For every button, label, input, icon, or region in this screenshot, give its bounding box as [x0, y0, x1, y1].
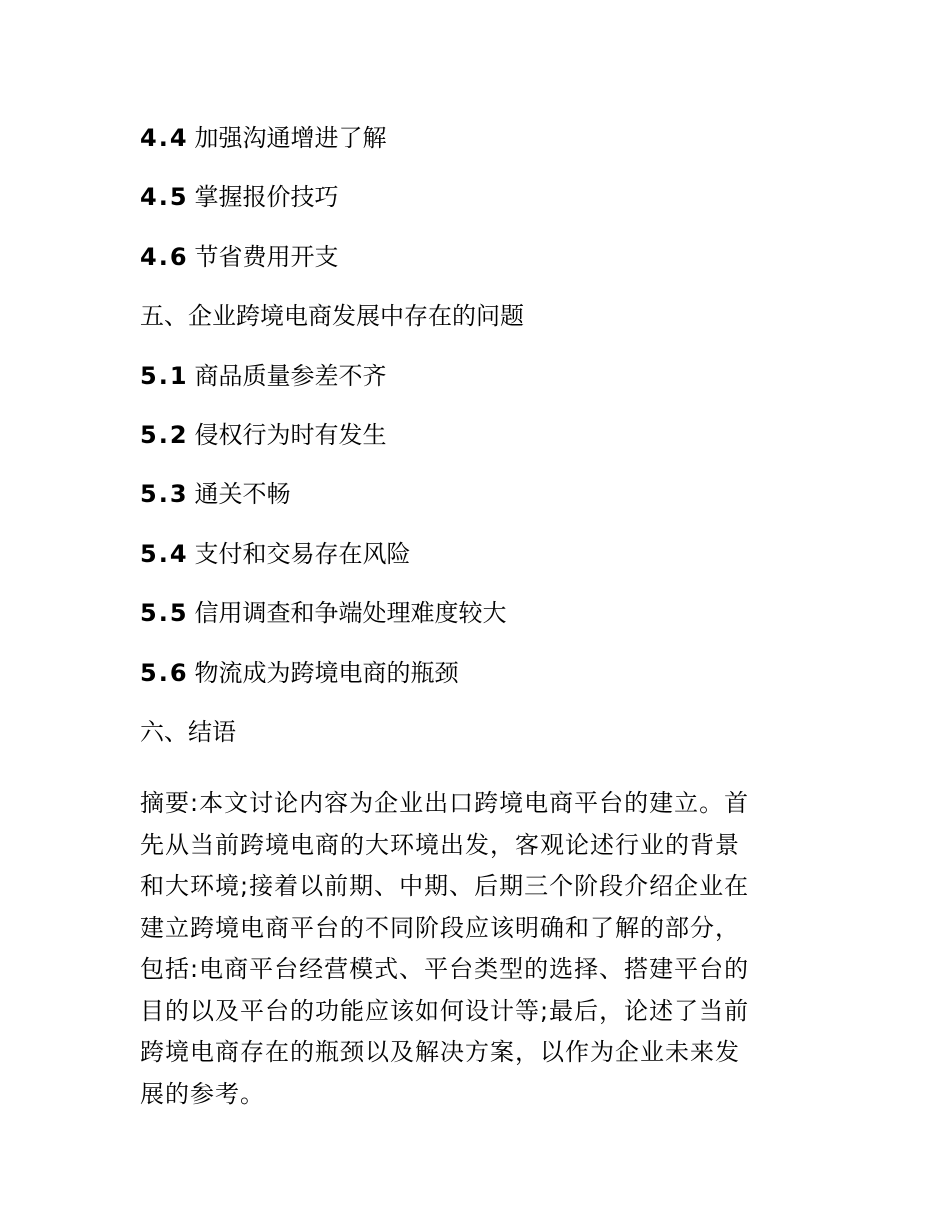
heading-text: 通关不畅 [194, 480, 291, 509]
heading-number: 5.4 [140, 539, 189, 568]
heading-number: 5.5 [140, 599, 189, 628]
heading-number: 5.6 [140, 658, 189, 687]
abstract-line: 目的以及平台的功能应该如何设计等;最后，论述了当前 [140, 996, 750, 1025]
heading-number: 5.3 [140, 480, 189, 509]
heading-number: 4.5 [140, 183, 189, 212]
abstract-line: 包括:电商平台经营模式、平台类型的选择、搭建平台的 [140, 955, 750, 984]
heading-text: 节省费用开支 [194, 242, 339, 271]
document-page [140, 116, 810, 1115]
heading-5-5 [140, 591, 810, 650]
heading-text: 支付和交易存在风险 [194, 539, 411, 568]
heading-text: 侵权行为时有发生 [194, 420, 387, 449]
heading-text: 物流成为跨境电商的瓶颈 [194, 658, 459, 687]
heading-4-4 [140, 116, 810, 175]
heading-4-5 [140, 175, 810, 234]
heading-4-6 [140, 235, 810, 294]
heading-5-3 [140, 472, 810, 531]
heading-number: 5.2 [140, 420, 189, 449]
heading-number: 4.6 [140, 242, 189, 271]
heading-text: 加强沟通增进了解 [194, 124, 387, 152]
heading-text: 五、企业跨境电商发展中存在的问题 [140, 302, 524, 331]
heading-text: 掌握报价技巧 [194, 183, 339, 212]
heading-5-2 [140, 413, 810, 472]
abstract-line: 跨境电商存在的瓶颈以及解决方案，以作为企业未来发 [140, 1038, 740, 1067]
abstract-paragraph [140, 783, 810, 1115]
abstract-line: 展的参考。 [140, 1079, 265, 1108]
heading-number: 4.4 [140, 124, 189, 152]
abstract-line: 和大环境;接着以前期、中期、后期三个阶段介绍企业在 [140, 872, 750, 901]
heading-text: 信用调查和争端处理难度较大 [194, 599, 507, 628]
heading-5-1 [140, 354, 810, 413]
heading-text: 六、结语 [140, 717, 236, 746]
abstract-line: 摘要:本文讨论内容为企业出口跨境电商平台的建立。首 [140, 789, 750, 818]
heading-text: 商品质量参差不齐 [194, 361, 387, 390]
heading-5-4 [140, 532, 810, 591]
section-6-title [140, 710, 810, 769]
abstract-line: 先从当前跨境电商的大环境出发，客观论述行业的背景 [140, 830, 740, 859]
abstract-line: 建立跨境电商平台的不同阶段应该明确和了解的部分， [140, 913, 740, 942]
heading-number: 5.1 [140, 361, 189, 390]
heading-5-6 [140, 651, 810, 710]
section-5-title [140, 294, 810, 353]
